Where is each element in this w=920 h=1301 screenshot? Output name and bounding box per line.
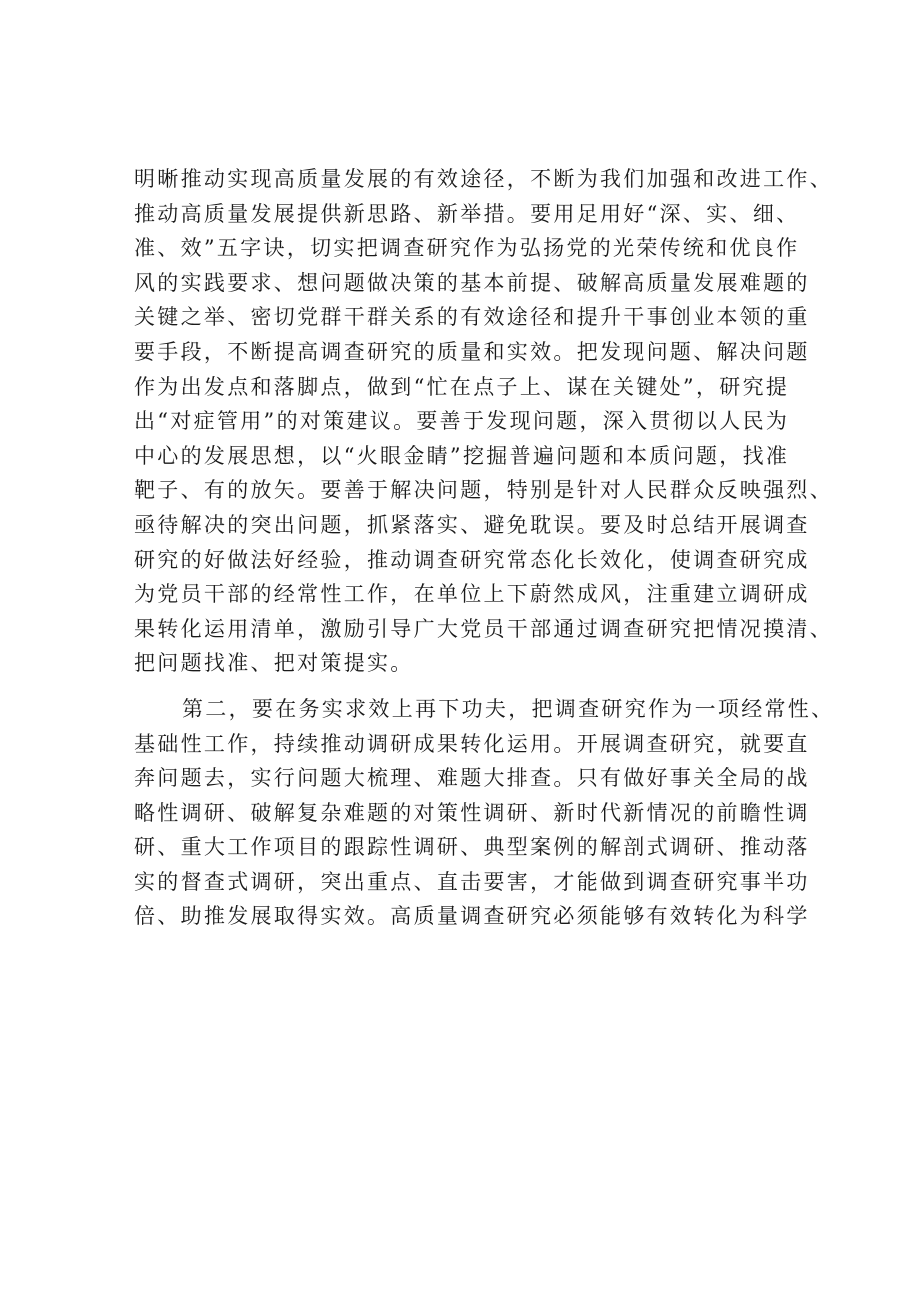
paragraph-2 (134, 692, 835, 934)
text-line: 为党员干部的经常性工作，在单位上下蔚然成风，注重建立调研成 (134, 582, 810, 607)
text-line: 靶子、有的放矢。要善于解决问题，特别是针对人民群众反映强烈、 (134, 478, 833, 503)
text-line: 把问题找准、把对策提实。 (134, 651, 414, 676)
text-line: 奔问题去，实行问题大梳理、难题大排查。只有做好事关全局的战 (134, 766, 810, 791)
text-line-first: 第二，要在务实求效上再下功夫，把调查研究作为一项经常性、 (182, 696, 835, 721)
paragraph-1 (134, 162, 833, 681)
text-line: 研、重大工作项目的跟踪性调研、典型案例的解剖式调研、推动落 (134, 835, 810, 860)
text-line: 果转化运用清单，激励引导广大党员干部通过调查研究把情况摸清、 (134, 616, 833, 641)
document-body (134, 162, 835, 934)
text-line: 风的实践要求、想问题做决策的基本前提、破解高质量发展难题的 (134, 270, 810, 295)
text-line: 基础性工作，持续推动调研成果转化运用。开展调查研究，就要直 (134, 731, 810, 756)
text-line: 研究的好做法好经验，推动调查研究常态化长效化，使调查研究成 (134, 547, 810, 572)
text-line: 要手段，不断提高调查研究的质量和实效。把发现问题、解决问题 (134, 339, 810, 364)
text-line: 关键之举、密切党群干群关系的有效途径和提升干事创业本领的重 (134, 305, 810, 330)
text-line: 明晰推动实现高质量发展的有效途径，不断为我们加强和改进工作、 (134, 167, 833, 191)
text-line: 准、效”五字诀，切实把调查研究作为弘扬党的光荣传统和优良作 (134, 236, 800, 261)
text-line: 亟待解决的突出问题，抓紧落实、避免耽误。要及时总结开展调查 (134, 512, 810, 537)
text-line: 作为出发点和落脚点，做到“忙在点子上、谋在关键处”，研究提 (134, 374, 790, 399)
paragraph-spacer (134, 681, 814, 692)
text-line: 出“对症管用”的对策建议。要善于发现问题，深入贯彻以人民为 (134, 409, 790, 434)
text-line: 中心的发展思想，以“火眼金睛”挖掘普遍问题和本质问题，找准 (134, 443, 790, 468)
text-line: 略性调研、破解复杂难题的对策性调研、新时代新情况的前瞻性调 (134, 800, 810, 825)
text-line: 推动高质量发展提供新思路、新举措。要用足用好“深、实、细、 (134, 201, 800, 226)
text-line: 实的督查式调研，突出重点、直击要害，才能做到调查研究事半功 (134, 869, 810, 894)
text-line: 倍、助推发展取得实效。高质量调查研究必须能够有效转化为科学 (134, 904, 810, 929)
